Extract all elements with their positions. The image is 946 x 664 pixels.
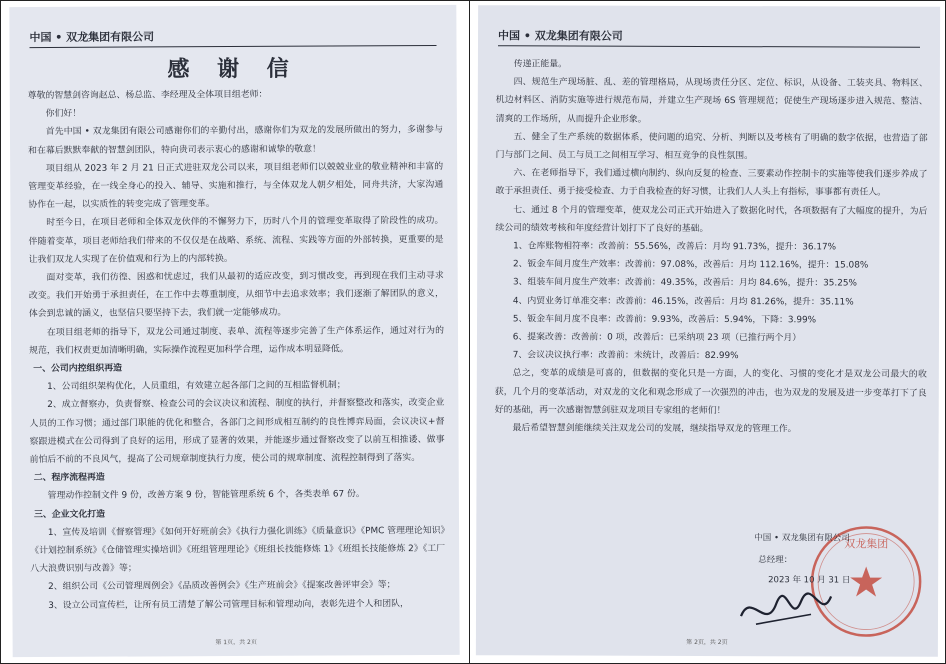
sign-role: 总经理： xyxy=(758,555,793,566)
paragraph: 总之，变革的成绩是可喜的，但数据的变化只是一方面，人的变化、习惯的变化才是双龙公司最大的收获，几个月的变革活动，对双龙的文化和观念形成了一次强烈的冲击，也为双龙的发展及进一步变革打下了良好的基础，再一次感谢智慧剑驻双龙项目专家组的老师们！ xyxy=(494,368,927,416)
letter-title: 感 谢 信 xyxy=(167,56,299,83)
letter-page-2 xyxy=(476,5,940,657)
letter-page-1 xyxy=(9,5,459,657)
salutation: 尊敬的智慧剑咨询赵总、杨总监、李经理及全体项目组老师： xyxy=(27,89,268,102)
stat-item: 3、组装车间月度生产效率：改善前：49.35%，改善后：月均 84.6%，提升：35.25% xyxy=(512,277,857,289)
paragraph: 最后希望智慧剑能继续关注双龙公司的发展，继续指导双龙的管理工作。 xyxy=(512,423,797,435)
list-item: 1、公司组织架构优化，人员重组，有效建立起各部门之间的互相监督机制； xyxy=(47,380,346,393)
paragraph: 五、健全了生产系统的数据体系，使问题的追究、分析、判断以及考核有了明确的数字依据，也营造了部门与部门之间、员工与员工之间相互学习、相互竞争的良性氛围。 xyxy=(495,132,928,162)
paragraph: 面对变革，我们彷徨、困惑和忧虑过，我们从最初的适应改变，到习惯改变，再到现在我们主动寻求改变。我们开始勇于承担责任，在工作中去尊重制度，从细节中去追求效率；我们逐渐了解团队的意义，体会到忠诚的涵义，也坚信只要坚持下去，我们就一定能够成功。 xyxy=(28,270,444,320)
list-item: 3、设立公司宣传栏，让所有员工清楚了解公司管理目标和管理动向，表彰先进个人和团队， xyxy=(48,598,409,611)
section-title: 一、公司内控组织再造 xyxy=(33,363,122,375)
stat-item: 1、仓库账物相符率：改善前：55.56%，改善后：月均 91.73%，提升：36.17% xyxy=(513,241,837,253)
section-title: 三、企业文化打造 xyxy=(33,509,105,520)
paragraph: 管理动作控制文件 9 份，改善方案 9 份，智能管理系统 6 个，各类表单 67 份。 xyxy=(47,489,365,502)
page1-body xyxy=(28,85,446,615)
stat-item: 2、钣金车间月度生产效率：改善前：97.08%，改善后：月均 112.16%，提升：15.08% xyxy=(513,259,869,271)
list-item: 2、成立督察办，负责督察、检查公司的会议决议和流程、制度的执行，并督察整改和落实，改变企业人员的工作习惯；通过部门职能的优化和整合，各部门之间形成相互制约的良性博弈局面，会议决议+督察跟进模式在公司得到了良好的运用，形成了显著的效果，并能逐步通过督察改变了以前互相推诿、做事前怕后不前的不良风气，提高了公司规章制度执行力度，使公司的规章制度、流程控制得到了落实。 xyxy=(29,398,445,466)
signature-icon xyxy=(731,586,841,636)
paragraph: 传递正能量。 xyxy=(513,59,567,70)
greeting: 你们好！ xyxy=(45,109,82,120)
page1-header: 中国 • 双龙集团有限公司 xyxy=(29,27,436,48)
paragraph: 项目组从 2023 年 2 月 21 日正式进驻双龙公司以来，项目组老师们以兢兢业业的敬业精神和丰富的管理变革经验，在一线全身心的投入、辅导、实施和推行，与全体双龙人朝夕相处，同舟共济，大家沟通协作在一起，以实质性的转变完成了管理变革。 xyxy=(28,161,444,211)
page2-header: 中国 • 双龙集团有限公司 xyxy=(498,27,920,47)
seal-text: 双龙集团 xyxy=(844,537,889,551)
paragraph: 首先中国 • 双龙集团有限公司感谢你们的辛勤付出，感谢你们为双龙的发展所做出的努力，多谢参与和在幕后默默奉献的智慧剑团队，特向贵司表示衷心的感谢和诚挚的敬意！ xyxy=(28,125,443,156)
stat-item: 4、内贸业务订单准交率：改善前：46.15%，改善后：月均 81.26%，提升：35.11% xyxy=(512,295,854,308)
page2-body xyxy=(495,55,928,439)
paragraph: 六、在老师指导下，我们通过横向制约、纵向反复的检查、三要素动作控制卡的实施等使我们逐步养成了敢于承担责任、勇于接受检查、力于自我检查的好习惯，让我们人人头上有指标，事事都有责任人。 xyxy=(495,168,928,199)
page-number: 第 2页，共 2页 xyxy=(686,638,728,647)
list-item: 2、组织公司《公司管理周例会》《品质改善例会》《生产班前会》《提案改善评审会》等； xyxy=(48,580,396,593)
paragraph: 七、通过 8 个月的管理变革，使双龙公司正式开始进入了数据化时代，各项数据有了大幅度的提升，为后续公司的绩效考核和年度经营计划打下了良好的基础。 xyxy=(495,204,928,234)
paragraph: 时至今日，在项目老师和全体双龙伙伴的不懈努力下，历时八个月的管理变革取得了阶段性的成功。伴随着变革，项目老师给我们带来的不仅仅是在战略、系统、流程、实践等方面的外部转换，更重要的是让我们双龙人实现了在价值观和行为上的内部转换。 xyxy=(28,216,444,265)
stat-item: 7、会议决议执行率：改善前：未统计，改善后：82.99% xyxy=(512,350,739,362)
page-number: 第 1页，共 2页 xyxy=(215,638,257,647)
page-divider xyxy=(469,0,470,664)
list-item: 1、宣传及培训《督察管理》《如何开好班前会》《执行力强化训练》《质量意识》《PMC 管理理论知识》《计划控制系统》《仓储管理实操培训》《班组管理理论》《班组长技能修炼 1》《班组长技能修炼 2》《工厂八大浪费识别与改善》等； xyxy=(30,525,446,575)
sign-date: 2023 年 10 月 31 日 xyxy=(768,575,851,586)
sign-company: 中国 • 双龙集团有限公司 xyxy=(754,533,850,544)
paragraph: 在项目组老师的指导下，双龙公司通过制度、表单、流程等逐步完善了生产体系运作，通过对行为的规范，我们权责更加清晰明确，实际操作流程更加科学合理，运作成本明显降低。 xyxy=(29,325,445,356)
stat-item: 6、提案改善：改善前：0 项，改善后：已采纳项 23 项（已推行两个月） xyxy=(512,332,802,344)
section-title: 二、程序流程再造 xyxy=(33,472,105,484)
paragraph: 四、规范生产现场脏、乱、差的管理格局，从现场责任分区、定位、标识，从设备、工装夹具、物料区、机边材料区、消防实施等进行规范布局，并建立生产现场 6S 管理规范；促使生产现场逐步进入规范、整洁、清爽的工作场所，从而提升企业形象。 xyxy=(495,77,928,125)
stat-item: 5、钣金车间月度不良率：改善前：9.93%，改善后：5.94%，下降：3.99% xyxy=(512,314,817,326)
